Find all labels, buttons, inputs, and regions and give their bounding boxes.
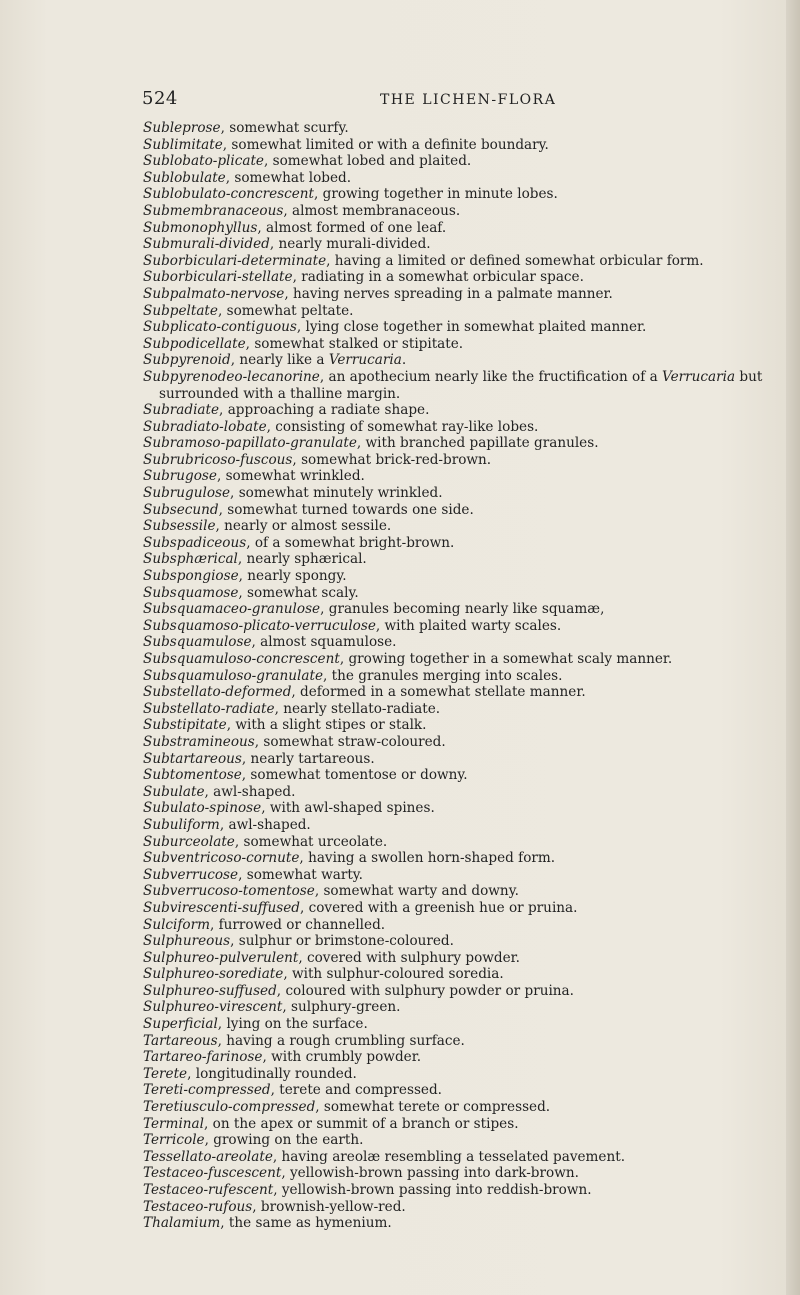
glossary-entry [143,269,779,286]
entry-term: Sulphureo-pulverulent [143,949,299,966]
entry-definition: , radiating in a somewhat orbicular space. [292,269,584,286]
entry-definition: , yellowish-brown passing into dark-brown. [281,1165,579,1182]
entry-definition: , longitudinally rounded. [187,1065,357,1082]
entry-term: Subspadiceous [143,534,247,551]
entry-definition: , having a swollen horn-shaped form. [299,850,556,867]
entry-definition: , somewhat brick-red-brown. [292,451,492,468]
glossary-entry [143,137,779,154]
entry-term: Subsessile [143,518,216,535]
entry-definition: , having areolæ resembling a tesselated pavement. [272,1148,626,1165]
entry-term: Subverrucoso-tomentose [143,883,315,900]
glossary-entry [143,1132,779,1149]
entry-definition: , of a somewhat bright-brown. [246,534,455,551]
entry-term: Subpalmato-nervose [143,285,285,302]
entry-term: Teretiusculo-compressed [143,1099,316,1116]
entry-term: Subpodicellate [143,335,246,352]
glossary-entry [143,236,779,253]
glossary-entry [143,883,779,900]
entry-term: Subplicato-contiguous [143,319,297,336]
entry-term: Subspongiose [143,568,239,585]
entry-definition: , somewhat turned towards one side. [218,501,474,518]
entry-definition: , brownish-yellow-red. [252,1198,406,1215]
entry-definition-continued: but surrounded with a thalline margin. [159,368,763,402]
entry-definition: , somewhat wrinkled. [216,468,365,485]
entry-term: Subuliform [143,816,220,833]
glossary-entry [143,983,779,1000]
entry-term: Subradiate [143,402,220,419]
entry-definition: , somewhat limited or with a definite boundary. [222,136,549,153]
glossary-entry [143,933,779,950]
entry-definition: , having a rough crumbling surface. [217,1032,465,1049]
entry-term-reference: Verrucaria [662,368,736,385]
entry-term: Subpyrenoid [143,352,231,369]
entry-definition: , with crumbly powder. [262,1049,422,1066]
entry-term: Subvirescenti-suffused [143,899,300,916]
glossary-entry [143,485,779,502]
entry-definition: , growing together in minute lobes. [314,186,558,203]
entry-term: Suborbiculari-determinate [143,252,327,269]
entry-definition: , somewhat stalked or stipitate. [245,335,464,352]
glossary-entry [143,153,779,170]
entry-definition: , somewhat minutely wrinkled. [230,485,443,502]
glossary-entry [143,701,779,718]
entry-term: Subulate [143,783,205,800]
entry-term: Substipitate [143,717,227,734]
entry-definition: , somewhat lobed. [225,169,352,186]
entry-definition: , with plaited warty scales. [375,617,562,634]
page-number: 524 [142,88,178,109]
entry-definition: , almost formed of one leaf. [257,219,447,236]
glossary-entry [143,253,779,270]
entry-definition: , on the apex or summit of a branch or stipes. [204,1115,519,1132]
entry-definition: , somewhat tomentose or downy. [241,767,468,784]
entry-definition: , nearly spongy. [238,568,347,585]
glossary-entry [143,203,779,220]
glossary-entry [143,751,779,768]
entry-term: Substellato-radiate [143,700,275,717]
entry-term: Testaceo-rufescent [143,1182,274,1198]
entry-definition: , nearly tartareous. [241,750,375,767]
glossary-entry [143,435,779,452]
entry-term: Tartareo-farinose [143,1049,263,1066]
glossary-entry [143,120,779,137]
entry-definition: , sulphur or brimstone-coloured. [230,933,454,950]
entry-term: Sublobato-plicate [143,153,264,170]
glossary-entry [143,999,779,1016]
glossary-entry [143,402,779,419]
glossary-entry [143,767,779,784]
glossary-entry [143,518,779,535]
entry-term: Subsquamuloso-granulate [143,667,324,684]
glossary-entry [143,634,779,651]
entry-definition: , yellowish-brown passing into reddish-brown. [273,1182,592,1198]
entry-definition: , nearly or almost sessile. [215,518,392,535]
glossary-entry [143,917,779,934]
glossary-entry [143,1082,779,1099]
entry-definition: , terete and compressed. [270,1082,442,1099]
entry-term: Tereti-compressed [143,1082,271,1099]
entry-definition: , somewhat urceolate. [234,833,388,850]
entry-definition: , covered with a greenish hue or pruina. [299,899,578,916]
glossary-entry [143,1215,779,1232]
entry-term: Suburceolate [143,833,235,850]
glossary-entry [143,1149,779,1166]
entry-definition-continued: . [401,352,407,369]
glossary-entry [143,1182,779,1199]
glossary-entry [143,551,779,568]
glossary-entry [143,286,779,303]
glossary-entry [143,336,779,353]
entry-term: Submurali-divided [143,236,270,253]
glossary-entry [143,220,779,237]
entry-term: Superficial [143,1016,218,1033]
entry-term: Sublobulate [143,169,226,186]
entry-definition: , having nerves spreading in a palmate manner. [284,285,613,302]
glossary-entry [143,800,779,817]
glossary-entry [143,784,779,801]
entry-definition: , somewhat lobed and plaited. [263,153,472,170]
entry-term: Testaceo-fuscescent [143,1165,282,1182]
entry-term: Subleprose [143,120,221,136]
entry-term: Subulato-spinose [143,800,262,817]
glossary-entry [143,1066,779,1083]
entry-term: Subsecund [143,501,219,518]
entry-term: Terminal [143,1115,204,1132]
entry-term: Subradiato-lobate [143,418,267,435]
entry-term: Subsquamose [143,584,239,601]
glossary-entry [143,1033,779,1050]
running-title: THE LICHEN-FLORA [380,92,557,108]
entry-definition: , somewhat terete or compressed. [315,1099,551,1116]
entry-definition: , growing together in a somewhat scaly manner. [339,651,673,667]
glossary-entry [143,817,779,834]
entry-term: Subramoso-papillato-granulate [143,435,357,452]
entry-definition: , with branched papillate granules. [356,435,599,452]
glossary-entry [143,452,779,469]
entry-definition: , lying close together in somewhat plaited manner. [296,319,647,336]
glossary-entries [143,120,779,1232]
entry-term: Subpeltate [143,302,218,319]
glossary-entry [143,900,779,917]
entry-term: Submembranaceous [143,202,284,219]
glossary-entry [143,966,779,983]
glossary-entry [143,651,779,668]
entry-definition: , somewhat warty. [238,866,363,883]
entry-definition: , somewhat scurfy. [220,120,349,136]
glossary-entry [143,867,779,884]
entry-term: Sulphureous [143,933,231,950]
entry-definition: , sulphury-green. [282,999,401,1016]
entry-definition: , nearly murali-divided. [269,236,431,253]
glossary-entry [143,468,779,485]
glossary-entry [143,1049,779,1066]
entry-term: Sulphureo-suffused [143,982,277,999]
entry-term: Terricole [143,1132,205,1149]
entry-definition: , having a limited or defined somewhat orbicular form. [326,252,704,269]
entry-term: Subrugose [143,468,217,485]
entry-definition: , with sulphur-coloured soredia. [283,966,504,983]
entry-term: Subventricoso-cornute [143,850,300,867]
entry-term: Substellato-deformed [143,684,292,701]
entry-term: Substramineous [143,733,255,750]
entry-definition: , nearly stellato-radiate. [274,700,441,717]
entry-definition: , somewhat straw-coloured. [254,733,446,750]
entry-definition: , consisting of somewhat ray-like lobes. [266,418,539,435]
entry-term: Terete [143,1065,188,1082]
entry-definition: , the granules merging into scales. [323,667,563,684]
entry-term: Sulphureo-sorediate [143,966,284,983]
entry-term: Sublimitate [143,136,223,153]
entry-term: Suborbiculari-stellate [143,269,293,286]
entry-definition: , growing on the earth. [204,1132,364,1149]
entry-term: Subtomentose [143,767,242,784]
entry-definition: , almost membranaceous. [283,202,461,219]
glossary-entry [143,502,779,519]
entry-term: Sulciform [143,916,210,933]
entry-term: Submonophyllus [143,219,258,236]
entry-term: Subtartareous [143,750,242,767]
glossary-entry [143,319,779,336]
entry-definition: , furrowed or channelled. [209,916,386,933]
entry-definition: , nearly sphærical. [237,551,367,568]
entry-term: Subrubricoso-fuscous [143,451,293,468]
entry-term: Subsphærical [143,551,238,568]
glossary-entry [143,1165,779,1182]
entry-definition: , the same as hymenium. [220,1215,392,1232]
entry-term: Subsquamaceo-granulose [143,601,321,618]
entry-definition: , approaching a radiate shape. [219,402,430,419]
page-header [142,88,662,110]
glossary-entry [143,186,779,203]
glossary-entry [143,834,779,851]
entry-term: Subsquamoso-plicato-verruculose [143,617,376,634]
glossary-entry [143,585,779,602]
glossary-entry [143,717,779,734]
glossary-entry [143,352,779,369]
entry-term: Subverrucose [143,866,239,883]
glossary-entry [143,1116,779,1133]
entry-definition: , deformed in a somewhat stellate manner. [291,684,586,701]
entry-term: Subsquamuloso-concrescent [143,651,340,667]
entry-definition: , lying on the surface. [217,1016,368,1033]
glossary-entry [143,303,779,320]
entry-term: Sublobulato-concrescent [143,186,315,203]
entry-term: Tessellato-areolate [143,1148,273,1165]
entry-definition: , with awl-shaped spines. [261,800,435,817]
entry-term: Thalamium [143,1215,221,1232]
entry-definition: , awl-shaped. [204,783,296,800]
glossary-entry [143,1099,779,1116]
entry-term: Subrugulose [143,485,231,502]
entry-term: Testaceo-rufous [143,1198,253,1215]
glossary-entry [143,618,779,635]
entry-definition: , nearly like a [230,352,329,369]
glossary-entry [143,535,779,552]
entry-definition: , covered with sulphury powder. [298,949,520,966]
entry-term: Sulphureo-virescent [143,999,283,1016]
entry-definition: , awl-shaped. [219,816,311,833]
entry-definition: , somewhat scaly. [238,584,359,601]
glossary-entry [143,684,779,701]
glossary-entry [143,1199,779,1216]
entry-definition: , somewhat peltate. [217,302,354,319]
entry-term: Subpyrenodeo-lecanorine [143,368,320,385]
page-edge [786,0,800,1295]
glossary-entry [143,950,779,967]
entry-definition: , somewhat warty and downy. [314,883,519,900]
glossary-entry [143,369,779,402]
glossary-entry [143,568,779,585]
glossary-entry [143,601,779,618]
glossary-entry [143,850,779,867]
glossary-entry [143,668,779,685]
entry-term: Tartareous [143,1032,218,1049]
entry-term-reference: Verrucaria [328,352,402,369]
glossary-entry [143,419,779,436]
glossary-entry [143,734,779,751]
entry-term: Subsquamulose [143,634,252,651]
entry-definition: , granules becoming nearly like squamæ, [320,601,605,618]
entry-definition: , with a slight stipes or stalk. [226,717,427,734]
entry-definition: , coloured with sulphury powder or pruina. [276,982,574,999]
entry-definition: , almost squamulose. [251,634,397,651]
entry-definition: , an apothecium nearly like the fructification of a [319,368,663,385]
glossary-entry [143,170,779,187]
glossary-entry [143,1016,779,1033]
